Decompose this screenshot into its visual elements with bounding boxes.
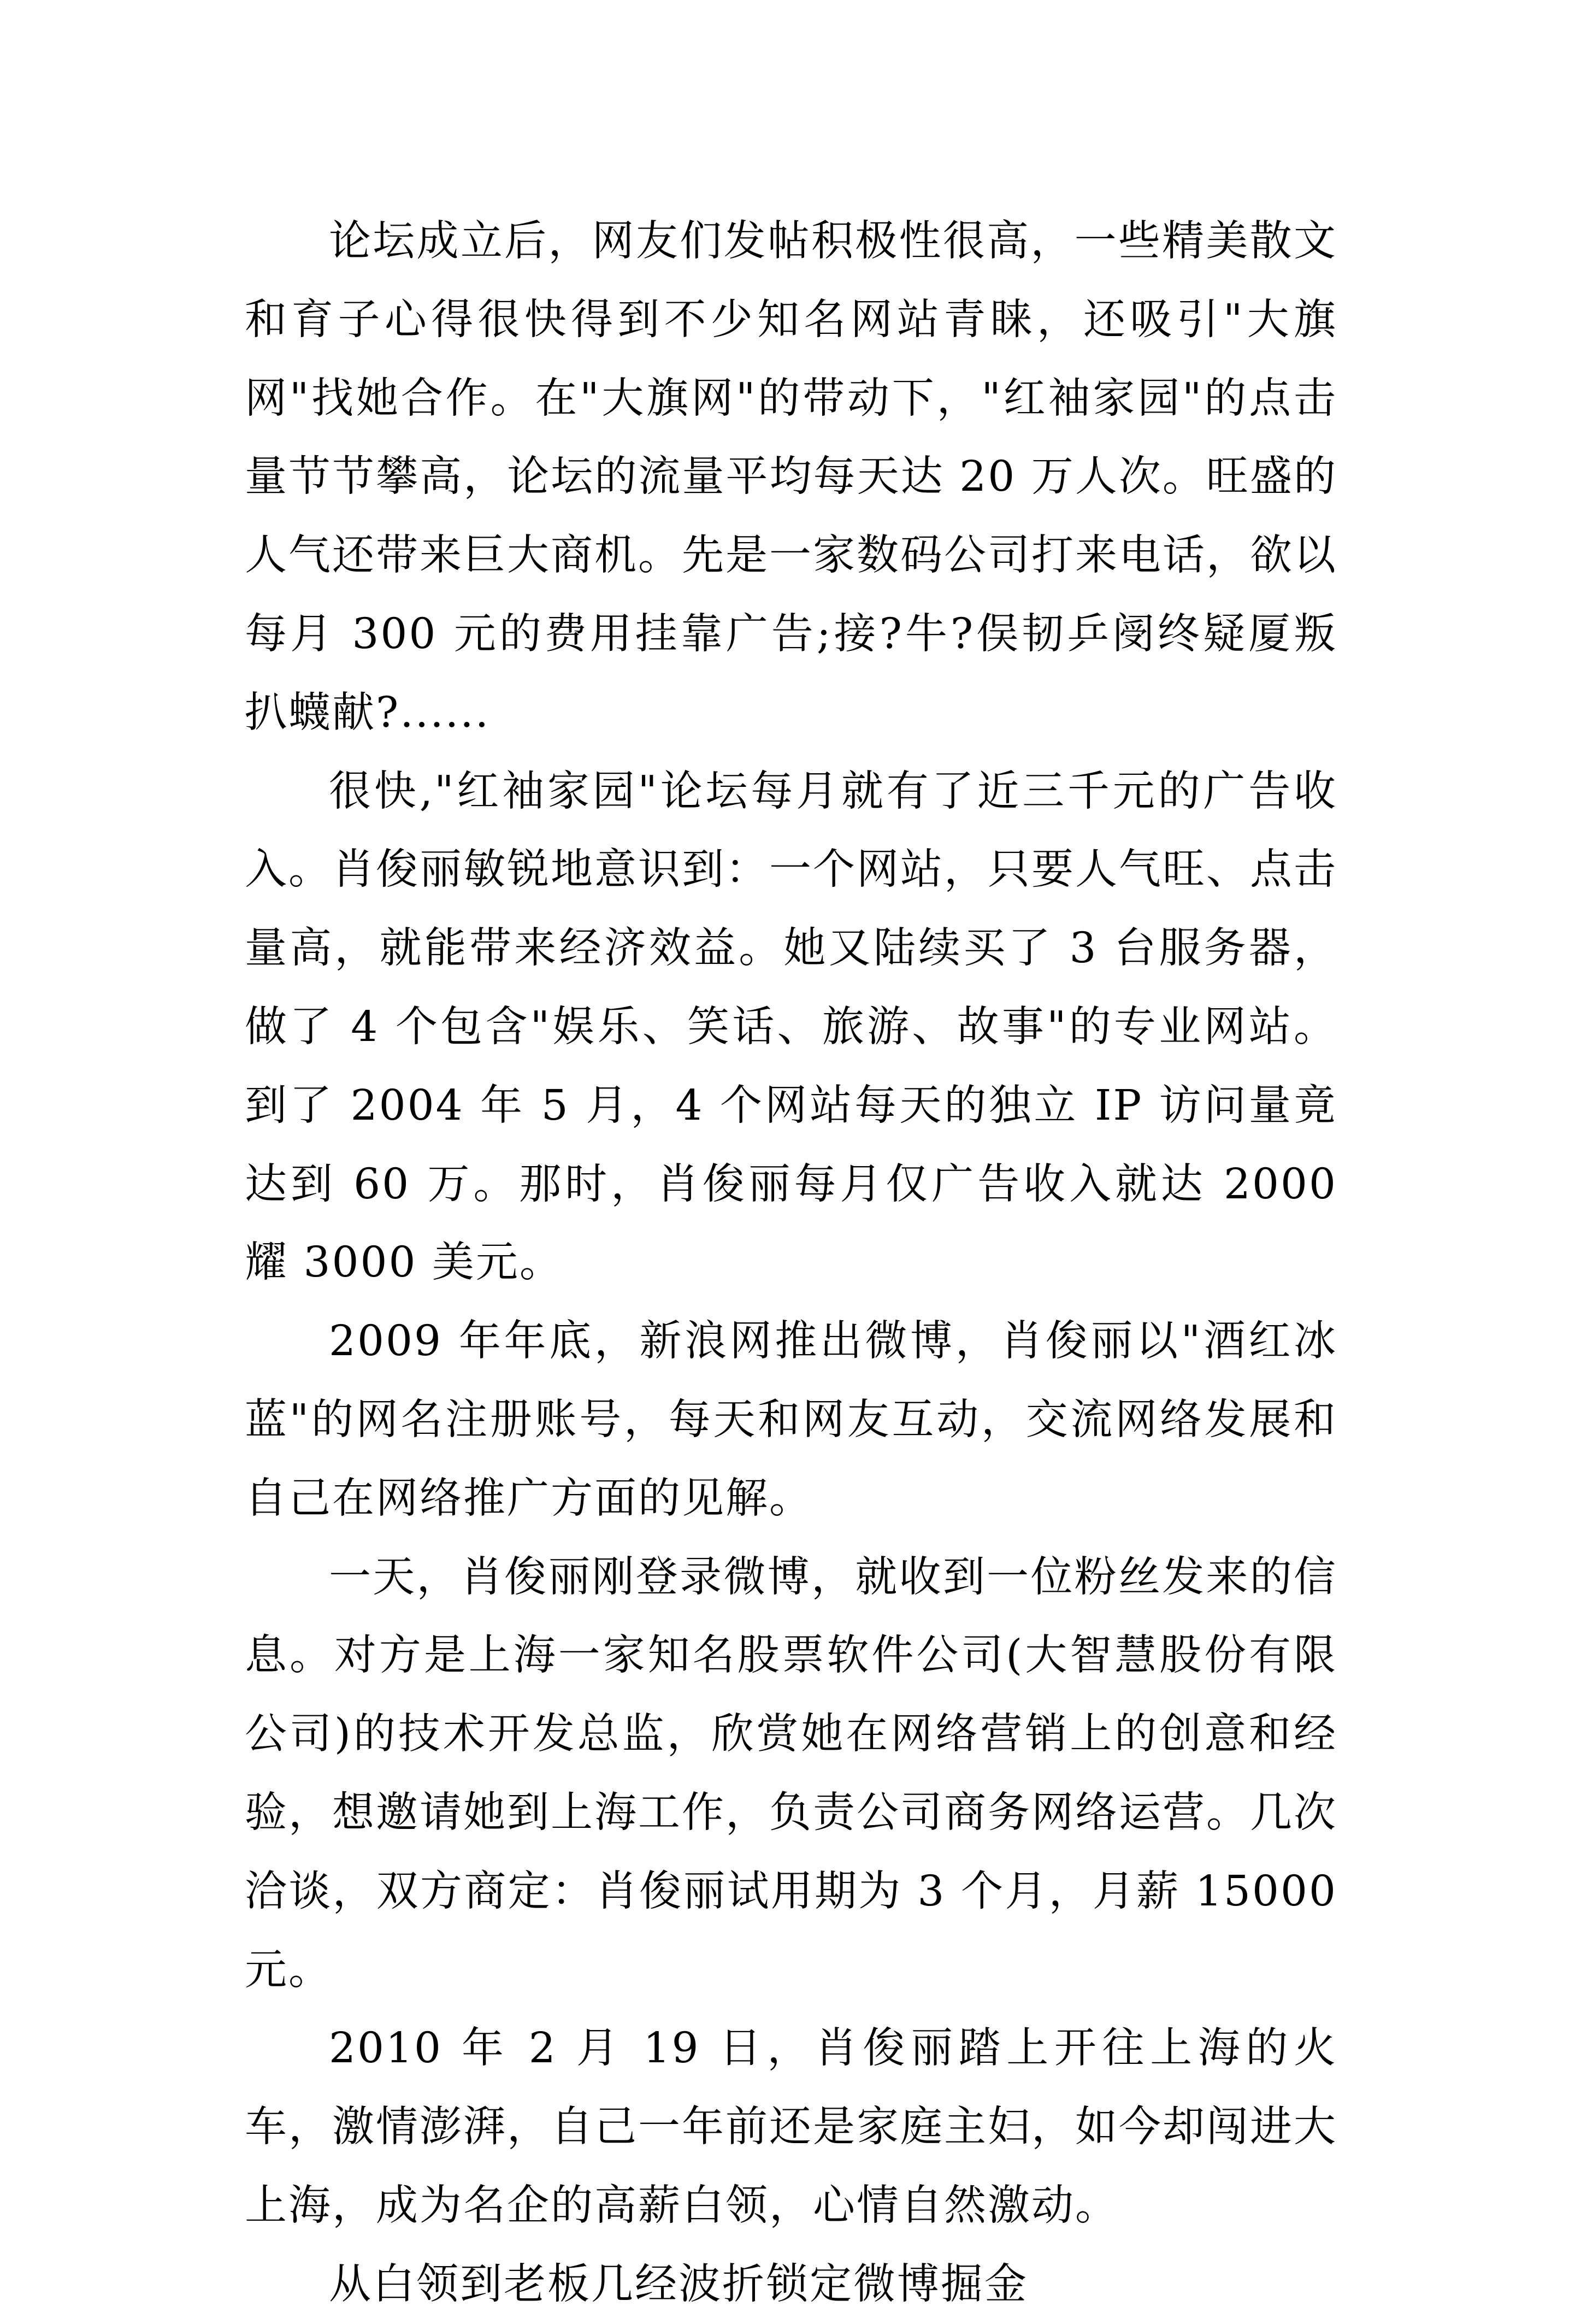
document-body [245,202,1337,2324]
paragraph-shanghai-trip: 2010 年 2 月 19 日，肖俊丽踏上开往上海的火车，激情澎湃，自己一年前还是家庭主妇，如今却闯进大上海，成为名企的高薪白领，心情自然激动。 [245,2024,1337,2230]
section-heading: 从白领到老板几经波折锁定微博掘金 [329,2260,1028,2309]
paragraph-job-offer: 一天，肖俊丽刚登录微博，就收到一位粉丝发来的信息。对方是上海一家知名股票软件公司(大智慧股份有限公司)的技术开发总监，欣赏她在网络营销上的创意和经验，想邀请她到上海工作，负责公司商务网络运营。几次洽谈，双方商定：肖俊丽试用期为 3 个月，月薪 15000 元。 [245,1552,1337,1994]
paragraph-weibo-register: 2009 年年底，新浪网推出微博，肖俊丽以"酒红冰蓝"的网名注册账号，每天和网友互动，交流网络发展和自己在网络推广方面的见解。 [245,1317,1337,1523]
paragraph-ad-income: 很快,"红袖家园"论坛每月就有了近三千元的广告收入。肖俊丽敏锐地意识到：一个网站，只要人气旺、点击量高，就能带来经济效益。她又陆续买了 3 台服务器，做了 4 个包含"娱乐、笑话、旅游、故事"的专业网站。到了 2004 年 5 月，4 个网站每天的独立 IP 访问量竟达到 60 万。那时，肖俊丽每月仅广告收入就达 2000 耀 3000 美元。 [245,767,1337,1287]
paragraph-forum-traffic: 论坛成立后，网友们发帖积极性很高，一些精美散文和育子心得很快得到不少知名网站青睐，还吸引"大旗网"找她合作。在"大旗网"的带动下，"红袖家园"的点击量节节攀高，论坛的流量平均每天达 20 万人次。旺盛的人气还带来巨大商机。先是一家数码公司打来电话，欲以每月 300 元的费用挂靠广告;接?牛?俣韧乒阌终疑厦叛扒蠛献?...... [245,217,1337,737]
